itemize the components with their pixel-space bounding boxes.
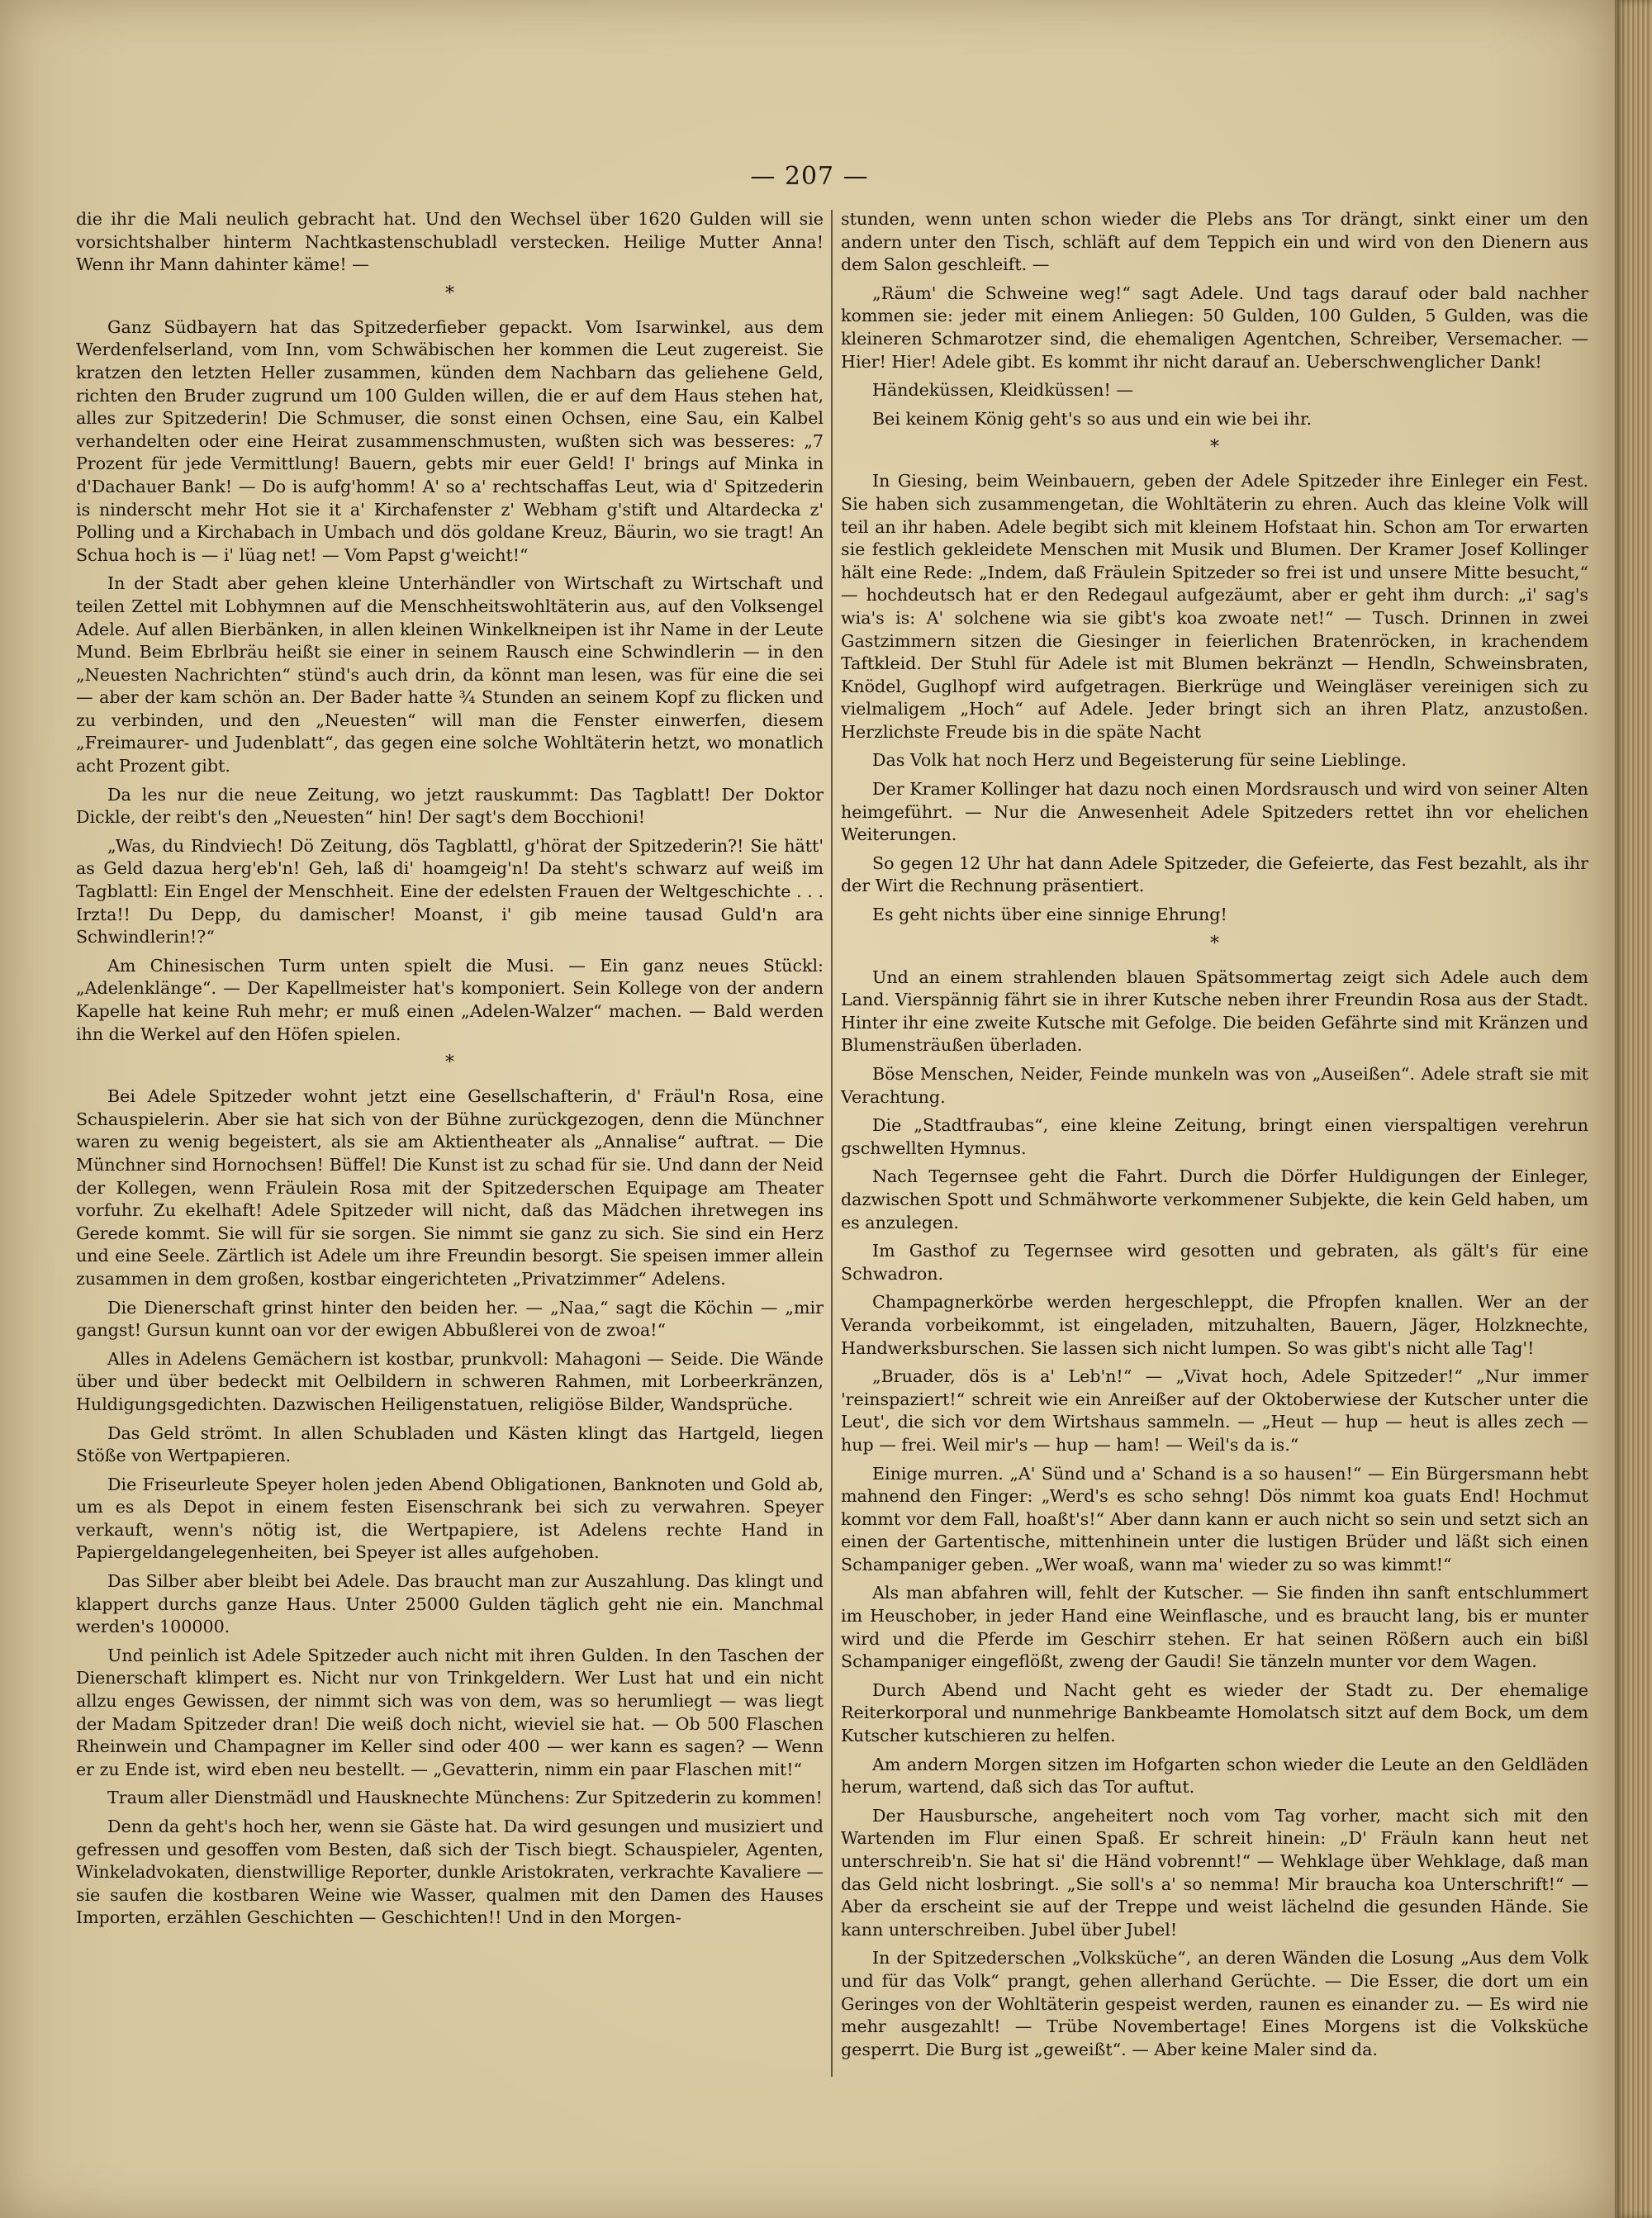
paragraph: „Bruader, dös is a' Leb'n!“ — „Vivat hoch, Adele Spitzeder!“ „Nur immer 'reinspaziert!“ schreit wie ein Anreißer auf der Oktoberwiese der Kutscher unter die Leut', die sich vor dem Wirtshaus sammeln. — „Heut — hup — heut is alles zech — hup — frei. Weil mir's — hup — ham! — Weil's da is.“: [841, 1366, 1588, 1455]
paragraph: Bei Adele Spitzeder wohnt jetzt eine Gesellschafterin, d' Fräul'n Rosa, eine Schauspielerin. Aber sie hat sich von der Bühne zurückgezogen, denn die Münchner waren zu wenig begeistert, als sie am Aktientheater als „Annalise“ auftrat. — Die Münchner sind Hornochsen! Büffel! Die Kunst ist zu schad für sie. Und dann der Neid der Kollegen, wenn Fräulein Rosa mit der Spitzederschen Equipage am Theater vorfuhr. Zu ekelhaft! Adele Spitzeder will nicht, daß das Mädchen ihretwegen ins Gerede kommt. Sie will für sie sorgen. Sie nimmt sie ganz zu sich. Sie sind ein Herz und eine Seele. Zärtlich ist Adele um ihre Freundin besorgt. Sie speisen immer allein zusammen in dem großen, kostbar eingerichteten „Privatzimmer“ Adelens.: [76, 1086, 824, 1289]
paragraph: „Räum' die Schweine weg!“ sagt Adele. Und tags darauf oder bald nachher kommen sie: jeder mit einem Anliegen: 50 Gulden, 100 Gulden, 5 Gulden, was die kleineren Schmarotzer sind, die ehemaligen Agentchen, Schreiber, Versemacher. — Hier! Hier! Adele gibt. Es kommt ihr nicht darauf an. Ueberschwenglicher Dank!: [841, 283, 1588, 372]
section-separator: *: [445, 1052, 454, 1074]
paragraph: Der Kramer Kollinger hat dazu noch einen Mordsrausch und wird von seiner Alten heimgeführt. — Nur die Anwesenheit Adele Spitzeders rettet ihn vor ehelichen Weiterungen.: [841, 779, 1588, 845]
paragraph: Das Geld strömt. In allen Schubladen und Kästen klingt das Hartgeld, liegen Stöße von Wertpapieren.: [76, 1422, 824, 1466]
section-separator: *: [445, 283, 454, 304]
paragraph: Im Gasthof zu Tegernsee wird gesotten und gebraten, als gält's für eine Schwadron.: [841, 1241, 1588, 1284]
paragraph: Einige murren. „A' Sünd und a' Schand is a so hausen!“ — Ein Bürgersmann hebt mahnend den Finger: „Werd's es scho sehng! Dös nimmt koa guats End! Hochmut kommt vor dem Fall, hoaßt's!“ Aber dann kann er auch nicht so sein und setzt sich an einen der Gartentische, mittenhinein unter die lustigen Brüder und läßt sich einen Schampaniger geben. „Wer woaß, wann ma' wieder zu so was kimmt!“: [841, 1463, 1588, 1574]
paragraph: Durch Abend und Nacht geht es wieder der Stadt zu. Der ehemalige Reiterkorporal und nunmehrige Bankbeamte Homolatsch sitzt auf dem Bock, um dem Kutscher kutschieren zu helfen.: [841, 1679, 1588, 1746]
paragraph: Der Hausbursche, angeheitert noch vom Tag vorher, macht sich mit den Wartenden im Flur einen Spaß. Er schreit hinein: „D' Fräuln kann heut net unterschreib'n. Sie hat si' die Händ vobrennt!“ — Wehklage über Wehklage, daß man das Geld nicht losbringt. „Sie soll's a' so nemma! Mir braucha koa Unterschrift!“ — Aber da erscheint sie auf der Treppe und weist lächelnd die gesunden Hände. Sie kann unterschreiben. Jubel über Jubel!: [841, 1805, 1588, 1940]
paragraph: Die Friseurleute Speyer holen jeden Abend Obligationen, Banknoten und Gold ab, um es als Depot in einem festen Eisenschrank bei sich zu verwahren. Speyer verkauft, wenn's nötig ist, die Wertpapiere, ist Adelens rechte Hand in Papiergeldangelegenheiten, bei Speyer ist alles aufgehoben.: [76, 1474, 824, 1563]
paragraph: Bei keinem König geht's so aus und ein wie bei ihr.: [872, 408, 1313, 429]
paragraph: Am andern Morgen sitzen im Hofgarten schon wieder die Leute an den Geldläden herum, wartend, daß sich das Tor auftut.: [841, 1754, 1588, 1798]
paragraph: Als man abfahren will, fehlt der Kutscher. — Sie finden ihn sanft entschlummert im Heuschober, in jeder Hand eine Weinflasche, und es braucht lang, bis er munter wird und die Pferde im Geschirr stehen. Er hat seinen Rößern auch ein bißl Schampaniger eingeflößt, zweng der Gaudi! Sie tänzeln munter vor dem Wagen.: [841, 1583, 1588, 1672]
column-divider: [831, 210, 833, 2077]
paragraph: So gegen 12 Uhr hat dann Adele Spitzeder, die Gefeierte, das Fest bezahlt, als ihr der Wirt die Rechnung präsentiert.: [841, 853, 1588, 896]
paragraph: Ganz Südbayern hat das Spitzederfieber gepackt. Vom Isarwinkel, aus dem Werdenfelserland, vom Inn, vom Schwäbischen her kommen die Leut zugereist. Sie kratzen den letzten Heller zusammen, künden dem Nachbarn das geliehene Geld, richten den Bruder zugrund um 100 Gulden willen, die er auf dem Haus stehen hat, alles zur Spitzederin! Die Schmuser, die sonst einen Ochsen, eine Sau, ein Kalbel verhandelten oder eine Heirat zusammenschmusten, wußten sich was besseres: „7 Prozent für jede Vermittlung! Bauern, gebts mir euer Geld! I' brings auf Minka in d'Dachauer Bank! — Do is aufg'homm! A' so a' rechtschaffas Leut, wia d' Spitzederin is ninderscht mehr Hot sie it a' Kirchafenster z' Webham g'stift und Altardecka z' Polling und a Kirchabach in Umbach und dös goldane Kreuz, Bäurin, wo sie tragt! An Schua hoch is — i' lüag net! — Vom Papst g'weicht!“: [76, 316, 824, 565]
left-column: [76, 208, 824, 1935]
book-edge: [1615, 0, 1652, 2218]
paragraph: Da les nur die neue Zeitung, wo jetzt rauskummt: Das Tagblatt! Der Doktor Dickle, der reibt's den „Neuesten“ hin! Der sagt's dem Bocchioni!: [76, 784, 824, 828]
paragraph: Böse Menschen, Neider, Feinde munkeln was von „Auseißen“. Adele straft sie mit Verachtung.: [841, 1064, 1588, 1107]
paragraph: Nach Tegernsee geht die Fahrt. Durch die Dörfer Huldigungen der Einleger, dazwischen Spott und Schmähworte verkommener Subjekte, die kein Geld haben, um es anzulegen.: [841, 1166, 1588, 1232]
paragraph: Das Silber aber bleibt bei Adele. Das braucht man zur Auszahlung. Das klingt und klappert durchs ganze Haus. Unter 25000 Gulden täglich geht nie ein. Manchmal werden's 100000.: [76, 1571, 824, 1637]
paragraph: Champagnerkörbe werden hergeschleppt, die Pfropfen knallen. Wer an der Veranda vorbeikommt, ist eingeladen, mitzuhalten, Bauern, Jäger, Holzknechte, Handwerksburschen. Sie lassen sich nicht lumpen. So was gibt's nicht alle Tag'!: [841, 1292, 1588, 1358]
paragraph: Und peinlich ist Adele Spitzeder auch nicht mit ihren Gulden. In den Taschen der Dienerschaft klimpert es. Nicht nur von Trinkgeldern. Wer Lust hat und ein nicht allzu enges Gewissen, der nimmt sich was von dem, was so herumliegt — was liegt der Madam Spitzeder dran! Die weiß doch nicht, wieviel sie hat. — Ob 500 Flaschen Rheinwein und Champagner im Keller sind oder 400 — wer kann es sagen? — Wenn er zu Ende ist, wird eben neu bestellt. — „Gevatterin, nimm ein paar Flaschen mit!“: [76, 1645, 824, 1779]
paragraph: Und an einem strahlenden blauen Spätsommertag zeigt sich Adele auch dem Land. Vierspännig fährt sie in ihrer Kutsche neben ihrer Freundin Rosa aus der Stadt. Hinter ihr eine zweite Kutsche mit Gefolge. Die beiden Gefährte sind mit Kränzen und Blumensträußen überladen.: [841, 967, 1588, 1056]
paragraph: stunden, wenn unten schon wieder die Plebs ans Tor drängt, sinkt einer um den andern unter den Tisch, schläft auf dem Teppich ein und wird von den Dienern aus dem Salon geschleift. —: [841, 209, 1588, 275]
paragraph: Am Chinesischen Turm unten spielt die Musi. — Ein ganz neues Stückl: „Adelenklänge“. — Der Kapellmeister hat's komponiert. Sein Kollege von der andern Kapelle hat keine Ruh mehr; er muß einen „Adelen-Walzer“ machen. — Bald werden ihn die Werkel auf den Höfen spielen.: [76, 955, 824, 1044]
paragraph: Alles in Adelens Gemächern ist kostbar, prunkvoll: Mahagoni — Seide. Die Wände über und über bedeckt mit Oelbildern in schweren Rahmen, mit Lorbeerkränzen, Huldigungsgedichten. Dazwischen Heiligenstatuen, religiöse Bilder, Wandsprüche.: [76, 1348, 824, 1414]
paragraph: Die „Stadtfraubas“, eine kleine Zeitung, bringt einen vierspaltigen verehrun gschwellten Hymnus.: [841, 1115, 1588, 1158]
paragraph: In der Stadt aber gehen kleine Unterhändler von Wirtschaft zu Wirtschaft und teilen Zettel mit Lobhymnen auf die Menschheitswohltäterin aus, auf den Volksengel Adele. Auf allen Bierbänken, in allen kleinen Winkelkneipen ist ihr Name in der Leute Mund. Beim Ebrlbräu heißt sie einer in seinem Rausch eine Schwindlerin — in den „Neuesten Nachrichten“ stünd's auch drin, da könnt man lesen, was für eine die sei — aber der kam schön an. Der Bader hatte ¾ Stunden an seinem Kopf zu flicken und zu verbinden, und den „Neuesten“ will man die Fenster einwerfen, diesem „Freimaurer- und Judenblatt“, das gegen eine solche Wohltäterin hetzt, wo monatlich acht Prozent gibt.: [76, 573, 824, 777]
paragraph: Traum aller Dienstmädl und Hausknechte Münchens: Zur Spitzederin zu kommen!: [107, 1788, 823, 1808]
section-separator: *: [1210, 933, 1219, 954]
paragraph: In der Spitzederschen „Volksküche“, an deren Wänden die Losung „Aus dem Volk und für das Volk“ prangt, gehen allerhand Gerüchte. — Die Esser, die dort um ein Geringes von der Wohltäterin gespeist werden, raunen es einander zu. — Es wird nie mehr ausgezahlt! — Trübe Novembertage! Eines Morgens ist die Volksküche gesperrt. Die Burg ist „geweißt“. — Aber keine Maler sind da.: [841, 1948, 1588, 2059]
paragraph: Das Volk hat noch Herz und Begeisterung für seine Lieblinge.: [872, 750, 1407, 771]
paragraph: Die Dienerschaft grinst hinter den beiden her. — „Naa,“ sagt die Köchin — „mir gangst! Gursun kunnt oan vor der ewigen Abbußlerei von de zwoa!“: [76, 1297, 824, 1341]
section-separator: *: [1210, 437, 1219, 458]
paragraph: „Was, du Rindviech! Dö Zeitung, dös Tagblattl, g'hörat der Spitzederin?! Sie hätt' as Geld dazua herg'eb'n! Geh, laß di' hoamgeig'n! Da steht's schwarz auf weiß im Tagblattl: Ein Engel der Menschheit. Eine der edelsten Frauen der Weltgeschichte . . . Irzta!! Du Depp, du damischer! Moanst, i' gib meine tausad Guld'n ara Schwindlerin!?“: [76, 835, 824, 948]
page-number: — 207 —: [750, 162, 869, 191]
paragraph: Es geht nichts über eine sinnige Ehrung!: [872, 905, 1227, 925]
paragraph: In Giesing, beim Weinbauern, geben der Adele Spitzeder ihre Einleger ein Fest. Sie haben sich zusammengetan, die Wohltäterin zu ehren. Auch das kleine Volk will teil an ihr haben. Adele begibt sich mit kleinem Hofstaat hin. Schon am Tor erwarten sie festlich gekleidete Menschen mit Musik und Blumen. Der Kramer Josef Kollinger hält eine Rede: „Indem, daß Fräulein Spitzeder so frei ist und unsere Mitte besucht,“ — hochdeutsch hat er den Redegaul aufgezäumt, aber er geht ihm durch: „i' sag's wia's is: A' solchene wia sie gibt's koa zwoate net!“ — Tusch. Drinnen in zwei Gastzimmern sitzen die Giesinger in feierlichen Bratenröcken, in krachendem Taftkleid. Der Stuhl für Adele ist mit Blumen bekränzt — Hendln, Schweinsbraten, Knödel, Guglhopf wird aufgetragen. Bierkrüge und Weingläser vereinigen sich zu vielmaligem „Hoch“ auf Adele. Jeder bringt sich an ihren Platz, anzustoßen. Herzlichste Freude bis in die späte Nacht: [841, 471, 1588, 742]
right-column: [841, 208, 1588, 2067]
paragraph: Denn da geht's hoch her, wenn sie Gäste hat. Da wird gesungen und musiziert und gefressen und gesoffen vom Besten, daß sich der Tisch biegt. Schauspieler, Agenten, Winkeladvokaten, dienstwillige Reporter, dunkle Aristokraten, verkrachte Kavaliere — sie saufen die kostbaren Weine wie Wasser, qualmen mit den Damen des Hauses Importen, erzählen Geschichten — Geschichten!! Und in den Morgen-: [76, 1817, 824, 1928]
paragraph: die ihr die Mali neulich gebracht hat. Und den Wechsel über 1620 Gulden will sie vorsichtshalber hinterm Nachtkastenschubladl verstecken. Heilige Mutter Anna! Wenn ihr Mann dahinter käme! —: [76, 209, 824, 275]
paragraph: Händeküssen, Kleidküssen! —: [872, 380, 1133, 401]
